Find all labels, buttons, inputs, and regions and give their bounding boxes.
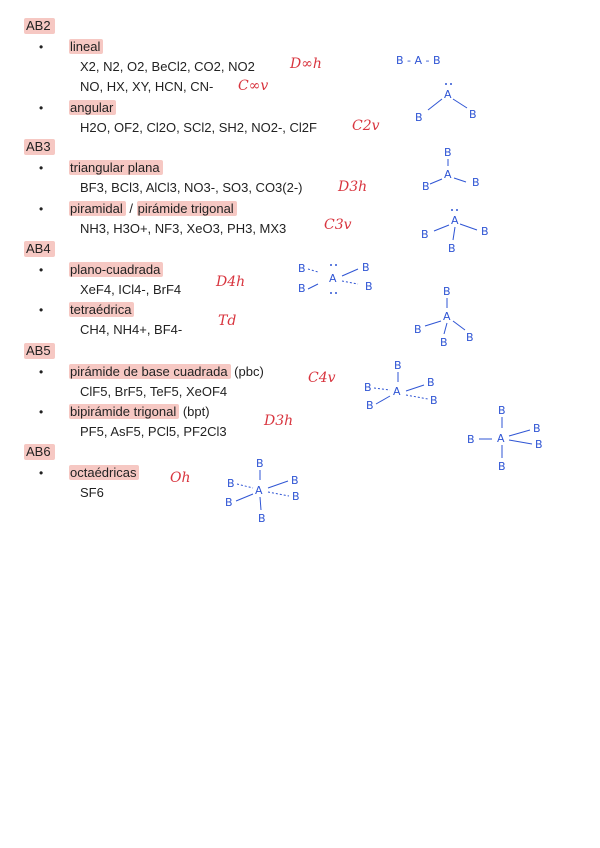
geometry-name: bipirámide trigonal: [69, 404, 179, 419]
bullet-icon: •: [39, 101, 44, 115]
sketch-atom-ligand: B: [481, 225, 489, 238]
examples-line: XeF4, ICl4-, BrF4: [80, 282, 182, 297]
symmetry-group: D4h: [216, 274, 246, 290]
examples-line: H2O, OF2, Cl2O, SCl2, SH2, NO2-, Cl2F: [80, 120, 317, 135]
symmetry-group: C3v: [324, 217, 352, 233]
sketch-atom-ligand: B: [298, 282, 306, 295]
sketch-linear: [396, 54, 441, 67]
geometry-name-alt: pirámide trigonal: [137, 201, 237, 216]
geometry-name: octaédricas: [69, 465, 139, 480]
section-header-ab2: AB2: [24, 18, 55, 34]
sketch-trigonal-planar: [422, 146, 480, 193]
symmetry-group: Oh: [170, 470, 191, 486]
sketch-atom-ligand: B: [414, 323, 422, 336]
sketch-square-planar: [298, 261, 373, 295]
sketch-atom-ligand: B: [466, 331, 474, 344]
examples-line: X2, N2, O2, BeCl2, CO2, NO2: [80, 59, 255, 74]
sketch-atom-ligand: B: [427, 376, 435, 389]
sketch-atom-ligand: B: [467, 433, 475, 446]
bullet-icon: •: [39, 466, 44, 480]
geometry-suffix: (bpt): [179, 404, 210, 419]
sketch-trigonal-bipyramidal: [467, 404, 543, 473]
sketch-atom-ligand: B: [533, 422, 541, 435]
sketch-atom-ligand: B: [227, 477, 235, 490]
symmetry-group: Td: [218, 313, 237, 329]
sketch-atom-ligand: B: [292, 490, 300, 503]
geometry-name: lineal: [69, 39, 103, 54]
sketch-tetrahedral: [414, 285, 474, 349]
bullet-icon: •: [39, 40, 44, 54]
sketch-atom-ligand: B: [498, 404, 506, 417]
sketch-atom-ligand: B: [535, 438, 543, 451]
symmetry-group: C2v: [352, 118, 380, 134]
sketch-atom-ligand: B: [422, 180, 430, 193]
sketch-atom-central: A: [444, 88, 452, 101]
geometry-name: tetraédrica: [69, 302, 134, 317]
bullet-icon: •: [39, 202, 44, 216]
sketch-atom-ligand: B: [366, 399, 374, 412]
examples-line: NH3, H3O+, NF3, XeO3, PH3, MX3: [80, 221, 287, 236]
geometry-name: triangular plana: [69, 160, 163, 175]
geometry-separator: /: [125, 201, 137, 216]
sketch-atom-ligand: B: [415, 111, 423, 124]
section-header-ab5: AB5: [24, 343, 55, 359]
geometry-name: pirámide de base cuadrada: [69, 364, 231, 379]
sketch-atom-central: A: [497, 432, 505, 445]
sketch-atom-central: A: [393, 385, 401, 398]
symmetry-group: D3h: [338, 179, 368, 195]
section-header-ab4: AB4: [24, 241, 55, 257]
sketch-atom-central: A: [451, 214, 459, 227]
sketch-trigonal-pyramidal: [421, 209, 489, 255]
sketch-atom-ligand: B: [362, 261, 370, 274]
symmetry-group: D3h: [264, 413, 294, 429]
section-header-ab6: AB6: [24, 444, 55, 460]
sketch-atom-ligand: B: [291, 474, 299, 487]
examples-line: BF3, BCl3, AlCl3, NO3-, SO3, CO3(2-): [80, 180, 303, 195]
examples-line: CH4, NH4+, BF4-: [80, 322, 183, 337]
bullet-icon: •: [39, 263, 44, 277]
geometry-name: angular: [69, 100, 116, 115]
sketch-square-pyramidal: [364, 359, 438, 412]
sketch-linear-label: B - A - B: [396, 54, 441, 67]
sketch-atom-ligand: B: [498, 460, 506, 473]
sketch-atom-ligand: B: [443, 285, 451, 298]
sketch-atom-central: A: [255, 484, 263, 497]
sketch-atom-ligand: B: [430, 394, 438, 407]
bullet-icon: •: [39, 365, 44, 379]
sketch-atom-ligand: B: [365, 280, 373, 293]
sketch-atom-ligand: B: [225, 496, 233, 509]
sketch-atom-ligand: B: [258, 512, 266, 525]
sketch-atom-ligand: B: [448, 242, 456, 255]
sketch-atom-ligand: B: [469, 108, 477, 121]
sketch-atom-ligand: B: [444, 146, 452, 159]
examples-line: ClF5, BrF5, TeF5, XeOF4: [80, 384, 228, 399]
bullet-icon: •: [39, 405, 44, 419]
examples-line: SF6: [80, 485, 104, 500]
geometry-name: plano-cuadrada: [69, 262, 163, 277]
sketch-atom-ligand: B: [421, 228, 429, 241]
section-header-ab3: AB3: [24, 139, 55, 155]
bullet-icon: •: [39, 303, 44, 317]
bullet-icon: •: [39, 161, 44, 175]
examples-line: PF5, AsF5, PCl5, PF2Cl3: [80, 424, 227, 439]
sketch-atom-central: A: [443, 310, 451, 323]
symmetry-group: C∞v: [238, 78, 269, 94]
sketch-atom-ligand: B: [440, 336, 448, 349]
sketch-angular: [415, 83, 477, 124]
geometry-suffix: (pbc): [230, 364, 264, 379]
sketch-atom-ligand: B: [394, 359, 402, 372]
sketch-atom-ligand: B: [364, 381, 372, 394]
sketch-atom-central: A: [444, 168, 452, 181]
geometry-name: piramidal: [69, 201, 126, 216]
examples-line: NO, HX, XY, HCN, CN-: [80, 79, 214, 94]
sketch-atom-ligand: B: [256, 457, 264, 470]
symmetry-group: D∞h: [290, 56, 322, 72]
sketch-atom-ligand: B: [298, 262, 306, 275]
sketch-atom-ligand: B: [472, 176, 480, 189]
symmetry-group: C4v: [308, 370, 336, 386]
sketch-octahedral: [225, 457, 300, 525]
sketch-atom-central: A: [329, 272, 337, 285]
